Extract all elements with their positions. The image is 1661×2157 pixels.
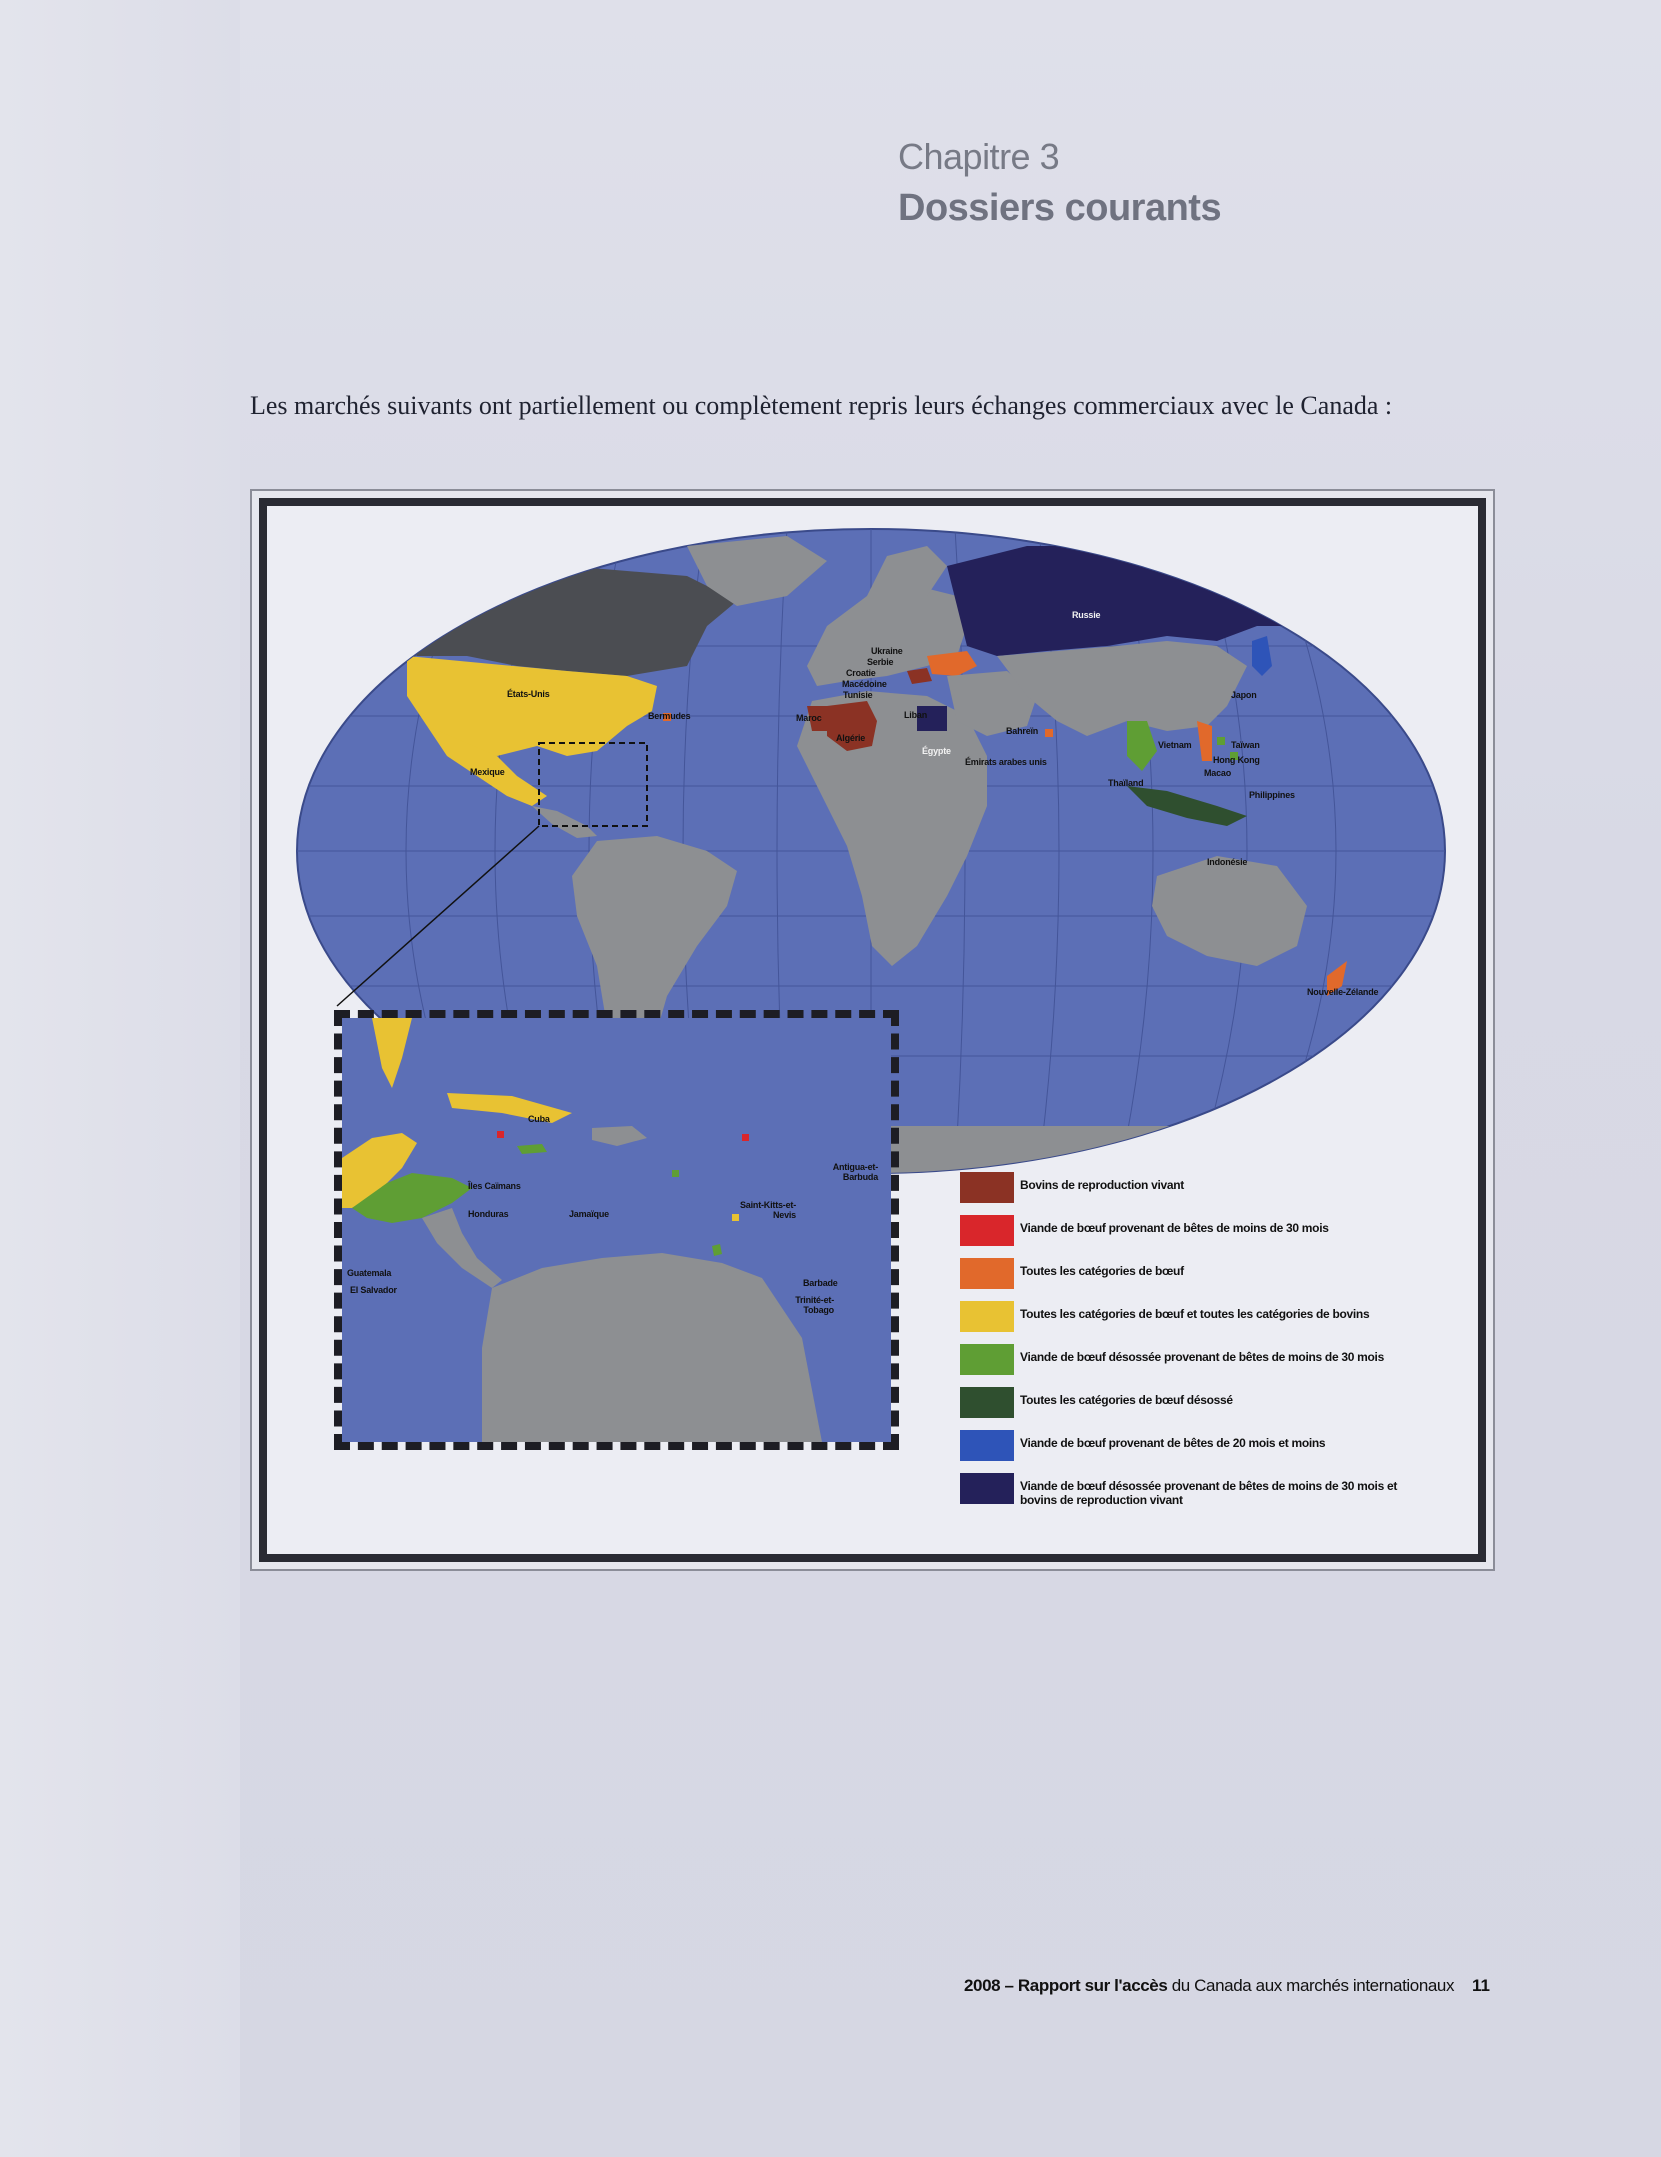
label-iles-caimans: Îles Caïmans (468, 1181, 521, 1191)
label-bermudes: Bermudes (648, 711, 691, 721)
inset-frame (334, 1010, 899, 1450)
legend-label: Toutes les catégories de bœuf et toutes les catégories de bovins (1020, 1307, 1370, 1321)
label-hong-kong: Hong Kong (1213, 755, 1260, 765)
legend-swatch (960, 1172, 1014, 1203)
label-cuba: Cuba (528, 1114, 550, 1124)
footer-report-title: 2008 – Rapport sur l'accès (964, 1976, 1168, 1995)
label-nouvelle-zelande: Nouvelle-Zélande (1307, 987, 1379, 997)
label-etats-unis: États-Unis (507, 689, 550, 699)
label-croatie: Croatie (846, 668, 876, 678)
legend-swatch (960, 1301, 1014, 1332)
legend-label: Toutes les catégories de bœuf désossé (1020, 1393, 1233, 1407)
label-mexique: Mexique (470, 767, 505, 777)
legend-swatch (960, 1258, 1014, 1289)
label-macao: Macao (1204, 768, 1232, 778)
label-bahrein: Bahreïn (1006, 726, 1039, 736)
legend-label: Bovins de reproduction vivant (1020, 1178, 1184, 1192)
label-antigua: Antigua-et-Barbuda (832, 1162, 878, 1182)
label-ukraine: Ukraine (871, 646, 903, 656)
page-number: 11 (1472, 1976, 1490, 1995)
legend-swatch (960, 1430, 1014, 1461)
label-tunisie: Tunisie (843, 690, 873, 700)
label-barbade: Barbade (803, 1278, 838, 1288)
label-honduras: Honduras (468, 1209, 509, 1219)
legend-swatch (960, 1344, 1014, 1375)
label-russie: Russie (1072, 610, 1101, 620)
label-maroc: Maroc (796, 713, 822, 723)
label-trinite: Trinité-et-Tobago (795, 1295, 834, 1315)
chapter-title: Dossiers courants (898, 187, 1222, 229)
margin-shade (0, 0, 240, 2157)
taiwan-marker (1217, 737, 1225, 745)
label-macedoine: Macédoine (842, 679, 887, 689)
label-serbie: Serbie (867, 657, 894, 667)
legend-label: Toutes les catégories de bœuf (1020, 1264, 1184, 1278)
label-saint-kitts: Saint-Kitts-et-Nevis (740, 1200, 796, 1220)
label-japon: Japon (1231, 690, 1257, 700)
legend-swatch (960, 1215, 1014, 1246)
label-emirats: Émirats arabes unis (965, 757, 1047, 767)
label-el-salvador: El Salvador (350, 1285, 397, 1295)
intro-text: Les marchés suivants ont partiellement ou complètement repris leurs échanges commerciaux avec le Canada : (250, 391, 1393, 420)
label-vietnam: Vietnam (1158, 740, 1192, 750)
footer-report-rest: du Canada aux marchés internationaux (1167, 1976, 1455, 1995)
bahrein-marker (1045, 729, 1053, 737)
label-indonesie: Indonésie (1207, 857, 1248, 867)
legend-swatch (960, 1473, 1014, 1504)
footer (964, 1976, 1454, 1996)
legend-label: Viande de bœuf provenant de bêtes de moins de 30 mois (1020, 1221, 1329, 1235)
legend-label: Viande de bœuf désossée provenant de bêtes de moins de 30 mois et bovins de reproduction vivant (1020, 1479, 1398, 1507)
label-philippines: Philippines (1249, 790, 1295, 800)
label-algerie: Algérie (836, 733, 866, 743)
label-guatemala: Guatemala (347, 1268, 392, 1278)
legend-label: Viande de bœuf désossée provenant de bêtes de moins de 30 mois (1020, 1350, 1384, 1364)
label-egypte: Égypte (922, 746, 951, 756)
legend-label: Viande de bœuf provenant de bêtes de 20 mois et moins (1020, 1436, 1326, 1450)
label-taiwan: Taïwan (1231, 740, 1260, 750)
label-thailand: Thaïland (1108, 778, 1144, 788)
label-liban: Liban (904, 710, 927, 720)
legend-swatch (960, 1387, 1014, 1418)
label-jamaique: Jamaïque (569, 1209, 609, 1219)
chapter-number: Chapitre 3 (898, 136, 1060, 177)
